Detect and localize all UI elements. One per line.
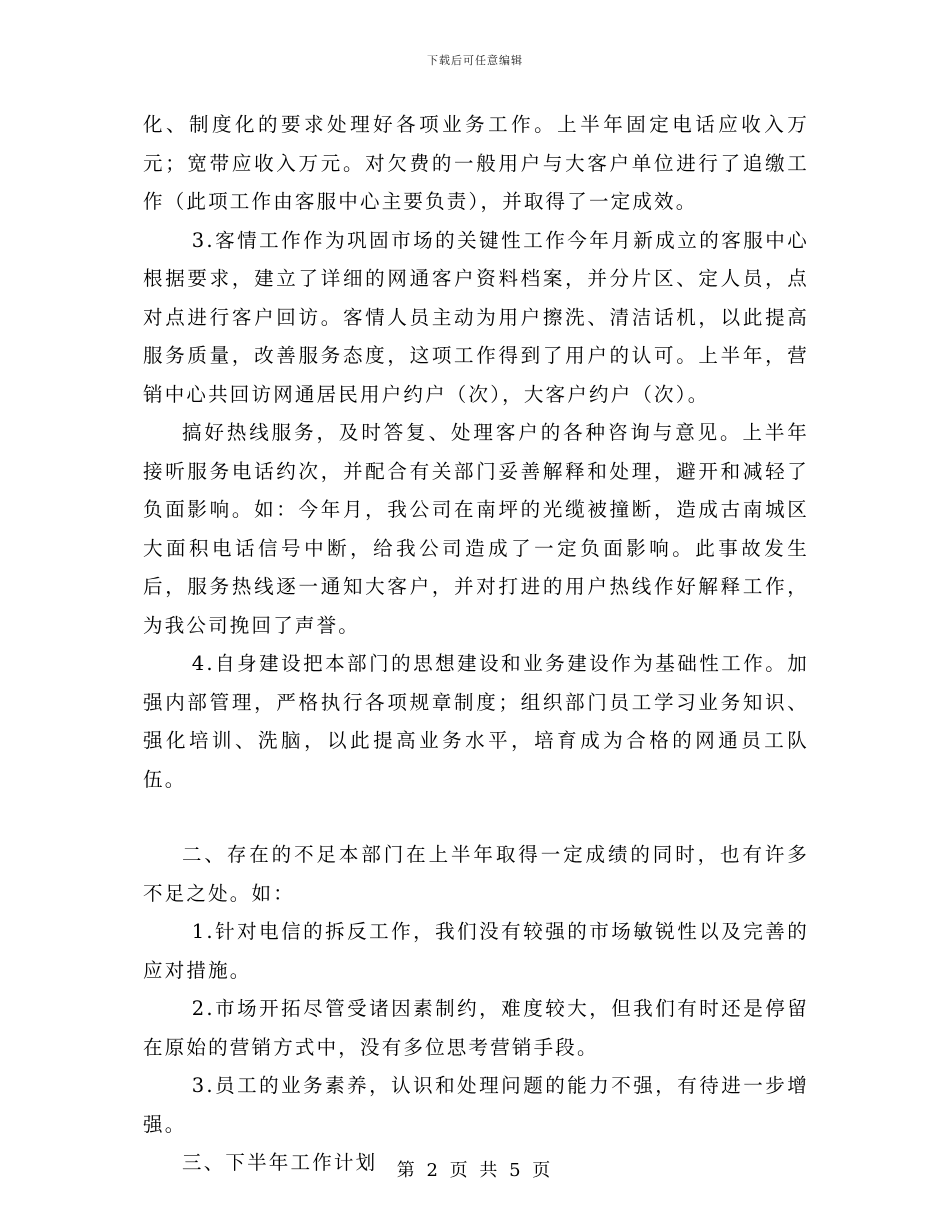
paragraph-item-3-customer-relations: 3.客情工作作为巩固市场的关键性工作今年月新成立的客服中心根据要求，建立了详细的网通客户资料档案，并分片区、定人员，点对点进行客户回访。客情人员主动为用户擦洗、清洁话机，以此提高服务质量，改善服务态度，这项工作得到了用户的认可。上半年，营销中心共回访网通居民用户约户（次），大客户约户（次）。 [143, 228, 809, 406]
paragraph-shortcoming-2: 2.市场开拓尽管受诸因素制约，难度较大，但我们有时还是停留在原始的营销方式中，没有多位思考营销手段。 [143, 997, 809, 1059]
page-header: 下载后可任意编辑 [427, 54, 523, 67]
paragraph-item-4-self-construction: 4.自身建设把本部门的思想建设和业务建设作为基础性工作。加强内部管理，严格执行各项规章制度；组织部门员工学习业务知识、强化培训、洗脑，以此提高业务水平，培育成为合格的网通员工队伍。 [143, 652, 809, 791]
document-body [143, 106, 809, 1183]
paragraph-hotline-service: 搞好热线服务，及时答复、处理客户的各种咨询与意见。上半年接听服务电话约次，并配合有关部门妥善解释和处理，避开和减轻了负面影响。如：今年月，我公司在南坪的光缆被撞断，造成古南城区大面积电话信号中断，给我公司造成了一定负面影响。此事故发生后，服务热线逐一通知大客户，并对打进的用户热线作好解释工作，为我公司挽回了声誉。 [143, 421, 809, 637]
paragraph-shortcoming-3: 3.员工的业务素养，认识和处理问题的能力不强，有待进一步增强。 [143, 1074, 809, 1136]
section-heading-next-half-plan: 三、下半年工作计划 [182, 1151, 378, 1174]
paragraph-shortcoming-1: 1.针对电信的拆反工作，我们没有较强的市场敏锐性以及完善的应对措施。 [143, 920, 809, 982]
section-heading-shortcomings: 二、存在的不足本部门在上半年取得一定成绩的同时，也有许多不足之处。如： [143, 843, 809, 905]
page-number: 第 2 页 共 5 页 [396, 1160, 554, 1181]
paragraph-continuation: 化、制度化的要求处理好各项业务工作。上半年固定电话应收入万元；宽带应收入万元。对欠费的一般用户与大客户单位进行了追缴工作（此项工作由客服中心主要负责），并取得了一定成效。 [143, 113, 809, 213]
